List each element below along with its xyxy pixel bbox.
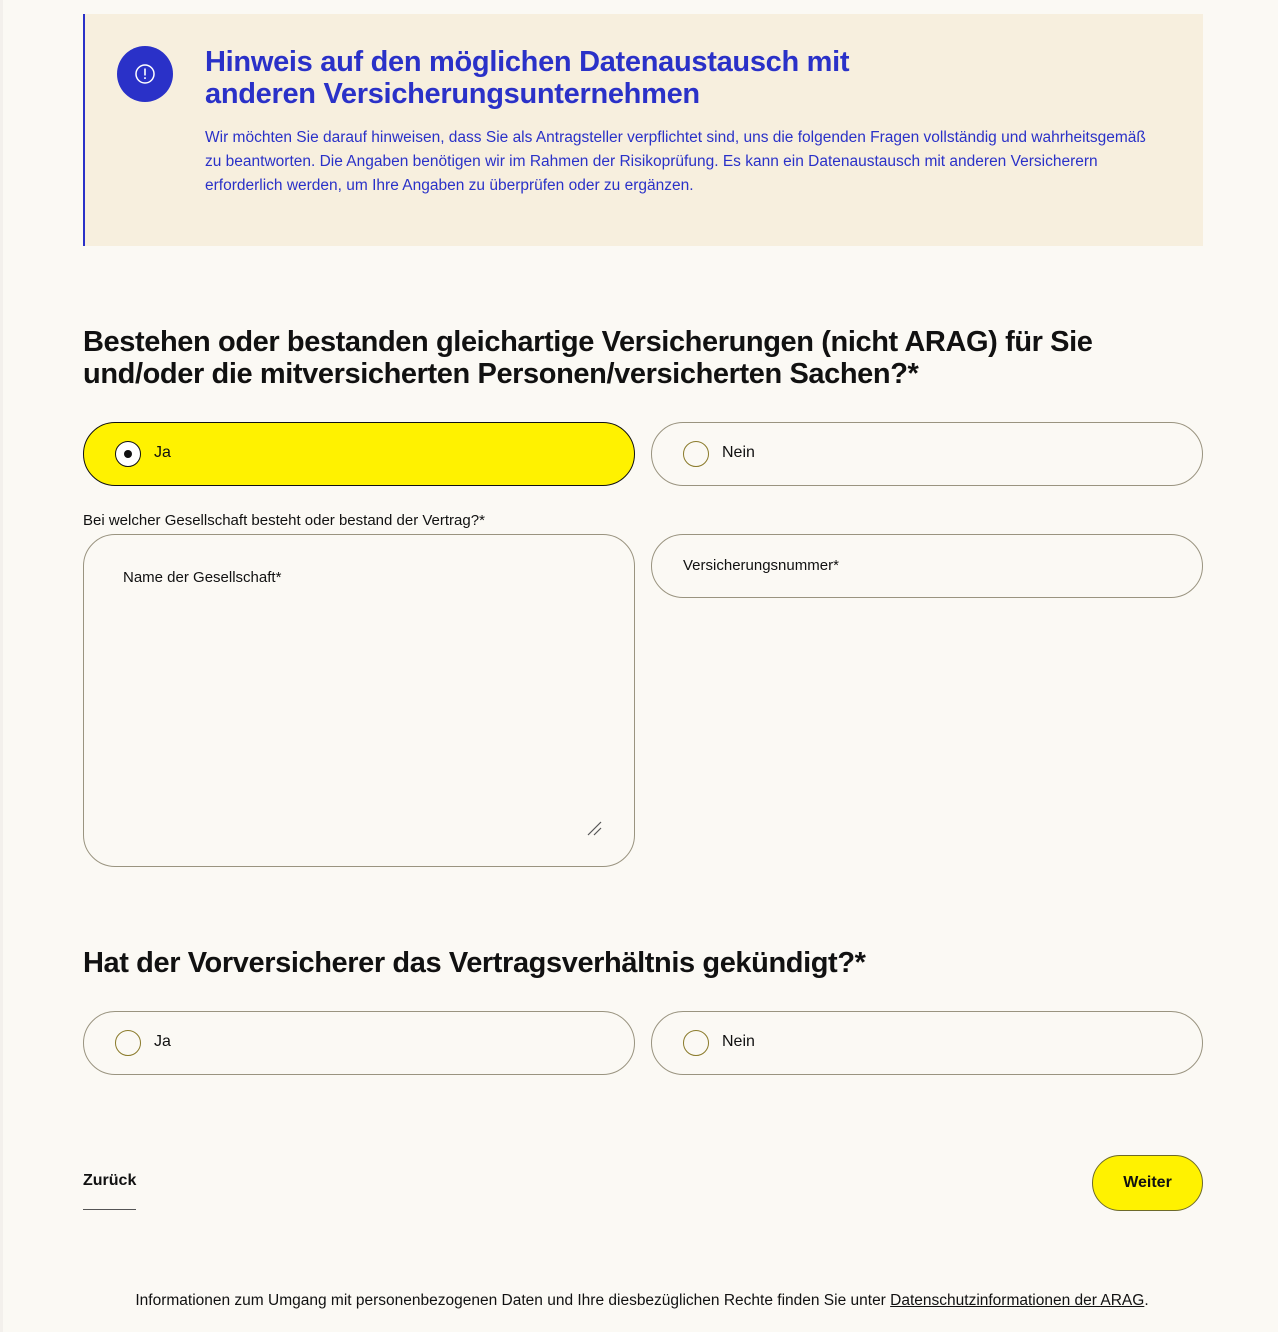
policy-number-placeholder: Versicherungsnummer* [683, 557, 839, 574]
radio-unselected-icon [683, 1030, 709, 1056]
question-previous-insurance: Bestehen oder bestanden gleichartige Versicherungen (nicht ARAG) für Sie und/oder die mitversicherten Personen/versicherten Sachen?* [83, 326, 1093, 390]
privacy-info-link[interactable]: Datenschutzinformationen der ARAG [890, 1292, 1145, 1309]
radio-q1-nein[interactable] [651, 422, 1203, 486]
radio-unselected-icon [115, 1030, 141, 1056]
notice-text: Wir möchten Sie darauf hinweisen, dass Sie als Antragsteller verpflichtet sind, uns die folgenden Fragen vollständig und wahrheitsgemäß zu beantworten. Die Angaben benötigen wir im Rahmen der Risikoprüfung. Es kann ein Datenaustausch mit anderen Versicherern erforderlich werden, um Ihre Angaben zu überprüfen oder zu ergänzen. [205, 129, 1146, 194]
radio-q2-ja[interactable] [83, 1011, 635, 1075]
footer-text: Informationen zum Umgang mit personenbezogenen Daten und Ihre diesbezüglichen Rechte finden Sie unter [135, 1292, 891, 1309]
policy-number-field[interactable] [651, 534, 1203, 598]
privacy-footer [0, 1292, 1278, 1310]
next-button[interactable]: Weiter [1092, 1155, 1203, 1211]
footer-suffix: . [1144, 1292, 1149, 1309]
radio-label: Nein [722, 1033, 755, 1050]
info-alert-icon [117, 46, 173, 102]
radio-selected-icon [115, 441, 141, 467]
radio-q2-nein[interactable] [651, 1011, 1203, 1075]
question-cancelled-by-insurer: Hat der Vorversicherer das Vertragsverhältnis gekündigt?* [83, 947, 866, 979]
radio-label: Ja [154, 444, 171, 461]
company-question-label: Bei welcher Gesellschaft besteht oder bestand der Vertrag?* [83, 512, 485, 529]
back-link[interactable]: Zurück [83, 1172, 136, 1210]
radio-label: Ja [154, 1033, 171, 1050]
radio-q1-ja[interactable] [83, 422, 635, 486]
radio-unselected-icon [683, 441, 709, 467]
company-name-placeholder: Name der Gesellschaft* [123, 569, 282, 586]
company-name-textarea[interactable] [83, 534, 635, 867]
notice-title: Hinweis auf den möglichen Datenaustausch mit anderen Versicherungsunternehmen [205, 46, 850, 110]
resize-handle-icon[interactable] [586, 820, 602, 836]
radio-label: Nein [722, 444, 755, 461]
